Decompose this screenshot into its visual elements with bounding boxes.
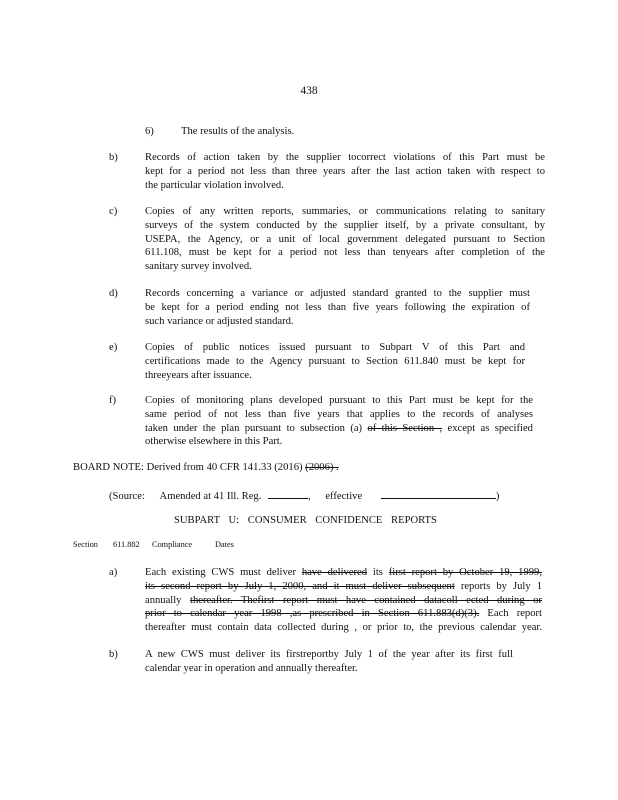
subpart-heading: SUBPART U: CONSUMER CONFIDENCE REPORTS <box>174 515 437 526</box>
sec-a-text-run: reports by July 1 <box>454 580 542 592</box>
para-d-label: d) <box>109 288 118 299</box>
deleted-text: of this Section , <box>367 422 443 434</box>
para-d-line: such variance or adjusted standard. <box>145 315 294 327</box>
para-c-text <box>145 205 545 274</box>
sec-b-text <box>145 648 513 676</box>
source-amended: Amended at 41 Ill. Reg. <box>159 491 262 502</box>
section-word: Section <box>73 540 98 549</box>
source-sep: , <box>308 491 311 502</box>
para-f-label: f) <box>109 395 117 406</box>
para-d-line: Records concerning a variance or adjusted standard granted to the supplier must <box>145 288 530 299</box>
para-e-line: certifications made to the Agency pursuant to Section 611.840 must be kept for <box>145 355 525 367</box>
para-b-label: b) <box>109 152 118 163</box>
para-e-text <box>145 341 525 382</box>
para-f-line: same period of not less than five years that applies to the records of analyses <box>145 408 533 420</box>
sec-a-line-4 <box>145 607 542 621</box>
deleted-text: (2006) . <box>305 462 339 473</box>
item-6-label: 6) <box>145 126 154 137</box>
source-prefix: (Source: <box>109 491 145 502</box>
sec-a-line-3 <box>145 594 542 608</box>
para-c-line: sanitary survey involved. <box>145 261 252 273</box>
para-c-line: 611.108, must be kept for a period not less than tenyears after completion of the <box>145 247 545 259</box>
board-note-text: BOARD NOTE: Derived from 40 CFR 141.33 (2016) <box>73 462 303 473</box>
deleted-text: prior to calendar year 1998 ,as prescribed in Section 611.883(d)(3). <box>145 608 480 620</box>
effective-blank <box>381 488 496 499</box>
para-b-line: Records of action taken by the supplier tocorrect violations of this Part must be <box>145 152 545 163</box>
sec-a-line-2 <box>145 580 542 594</box>
para-b-line: kept for a period not less than three years after the last action taken with respect to <box>145 165 545 177</box>
source-close: ) <box>495 491 500 502</box>
para-c-line: USEPA, the Agency, or a unit of local government delegated pursuant to Section <box>145 233 545 245</box>
sec-a-label: a) <box>109 567 118 578</box>
item-6-text: The results of the analysis. <box>181 126 295 137</box>
para-b-line: the particular violation involved. <box>145 179 284 191</box>
section-number: 611.882 <box>113 540 140 549</box>
para-e-line: Copies of public notices issued pursuant to Subpart V of this Part and <box>145 342 525 353</box>
page-number: 438 <box>300 85 318 97</box>
sec-b-line: A new CWS must deliver its firstreportby July 1 of the year after its first full <box>145 649 513 660</box>
para-f-line: otherwise elsewhere in this Part. <box>145 436 283 448</box>
para-d-text <box>145 287 530 328</box>
source-effective: effective <box>325 491 363 502</box>
sec-b-line: calendar year in operation and annually thereafter. <box>145 662 358 674</box>
sec-a-text-run: Each report <box>479 608 542 620</box>
sec-a-text-run: Each existing CWS must deliver <box>145 567 302 578</box>
sec-a-line-5: thereafter must contain data collected during , or prior to, the previous calendar year. <box>145 622 542 634</box>
deleted-text: have delivered <box>301 567 368 578</box>
para-e-label: e) <box>109 342 118 353</box>
sec-a-line-1 <box>145 566 542 580</box>
para-f-line-3-a: taken under the plan pursuant to subsection (a) <box>145 422 363 434</box>
source-note <box>109 488 499 504</box>
deleted-text: thereafter. Thefirst report must have contained datacoll ected during or <box>190 594 542 606</box>
para-c-label: c) <box>109 206 118 217</box>
sec-a-text-run: annually <box>145 594 190 606</box>
para-f-line-3-b: except as specified <box>442 422 533 434</box>
para-f-text <box>145 394 533 449</box>
para-c-line: Copies of any written reports, summaries, or communications relating to sanitary <box>145 206 545 217</box>
sec-b-label: b) <box>109 649 118 660</box>
deleted-text: its second report by July 1, 2000, and it must deliver subsequent <box>145 580 455 592</box>
section-title-1: Compliance <box>152 540 193 549</box>
deleted-text: first report by October 19, 1999, <box>388 567 542 578</box>
para-f-line: Copies of monitoring plans developed pursuant to this Part must be kept for the <box>145 395 533 406</box>
para-e-line: threeyears after issuance. <box>145 369 252 381</box>
sec-a-text-run: its <box>367 567 389 578</box>
para-f-line-3 <box>145 422 533 436</box>
para-d-line: be kept for a period ending not less than five years following the expiration of <box>145 301 530 313</box>
sec-a-text <box>145 566 542 635</box>
para-b-text <box>145 151 545 192</box>
section-title-2: Dates <box>215 540 234 549</box>
reg-blank <box>268 488 308 499</box>
board-note <box>73 461 339 475</box>
para-c-line: surveys of the system conducted by the supplier itself, by a private consultant, by <box>145 219 545 231</box>
